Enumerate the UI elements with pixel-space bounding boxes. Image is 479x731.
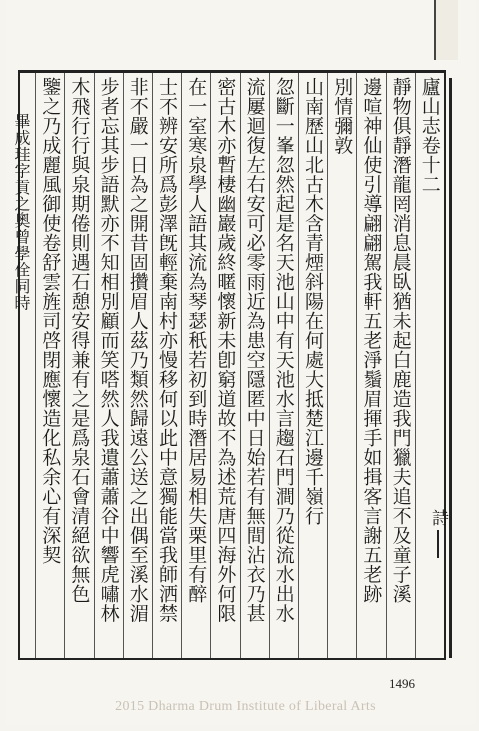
page	[6, 0, 476, 725]
column-rule	[35, 73, 36, 658]
section-tab-notch	[437, 530, 451, 558]
watermark: 2015 Dharma Drum Institute of Liberal Arts	[115, 699, 376, 714]
column-rule	[327, 73, 328, 658]
attribution-note: 畢成珪字貢之奧曾學佺同時	[12, 113, 31, 311]
text-column: 忽斷一峯忽然起是名天池山中有天池水言趨石門澗乃從流水出水	[272, 77, 295, 623]
text-column: 士不辨安所爲彭澤旣輕棄南村亦慢移何以此中意獨能當我師洒禁	[156, 77, 178, 623]
column-rule	[210, 73, 211, 658]
section-tab-label: 詩	[432, 509, 449, 529]
running-header: 廬山志卷十二	[418, 77, 441, 194]
column-rule	[240, 73, 241, 658]
text-column: 步者忘其步語默亦不知相別顧而笑嗒然人我遺蕭蕭谷中響虎嘯林	[97, 77, 120, 623]
column-rule	[386, 73, 387, 658]
text-column: 鑒之乃成麗風御使卷舒雲旌司啓閉應懷造化私余心有深契	[39, 77, 62, 565]
page-edge-line	[449, 78, 452, 658]
column-rule	[123, 73, 124, 658]
text-column: 密古木亦暫棲幽巖歲終暱懷新未卽窮道故不為述荒唐四海外何限	[214, 77, 237, 623]
column-rule	[298, 73, 299, 658]
column-rule	[181, 73, 182, 658]
text-column: 木飛行行與泉期倦則遇石憩安得兼有之是爲泉石會清絕欲無色	[68, 77, 91, 604]
page-edge-strip	[434, 0, 458, 60]
page-number: 1496	[389, 676, 415, 691]
column-rule	[415, 73, 416, 658]
text-column: 靜物俱靜潛龍罔消息晨臥猶未起白鹿造我門獵夫追不及童子溪	[389, 77, 412, 604]
column-rule	[64, 73, 65, 658]
column-rule	[269, 73, 270, 658]
text-column: 非不嚴一日為之開昔固攢眉人茲乃類然歸遠公送之出偶至溪水湄	[126, 77, 149, 623]
text-column: 邊喧神仙使引導翩翩駕我軒五老淨鬚眉揮手如揖客言謝五老跡	[360, 77, 383, 604]
text-column: 在一室寒泉學人語其流為琴瑟秖若初到時潛居易相失栗里有醉	[185, 77, 208, 604]
column-rule	[356, 73, 357, 658]
column-rule	[152, 73, 153, 658]
text-column: 流屢迴復左右安可必零雨近為患空隱匿中日始若有無間沾衣乃甚	[243, 77, 266, 623]
text-column: 別情彌敦	[331, 77, 354, 155]
column-rule	[94, 73, 95, 658]
text-column: 山南歷山北古木含青煙斜陽在何處大抵楚江邊千嶺行	[302, 77, 324, 526]
text-block	[12, 70, 446, 660]
